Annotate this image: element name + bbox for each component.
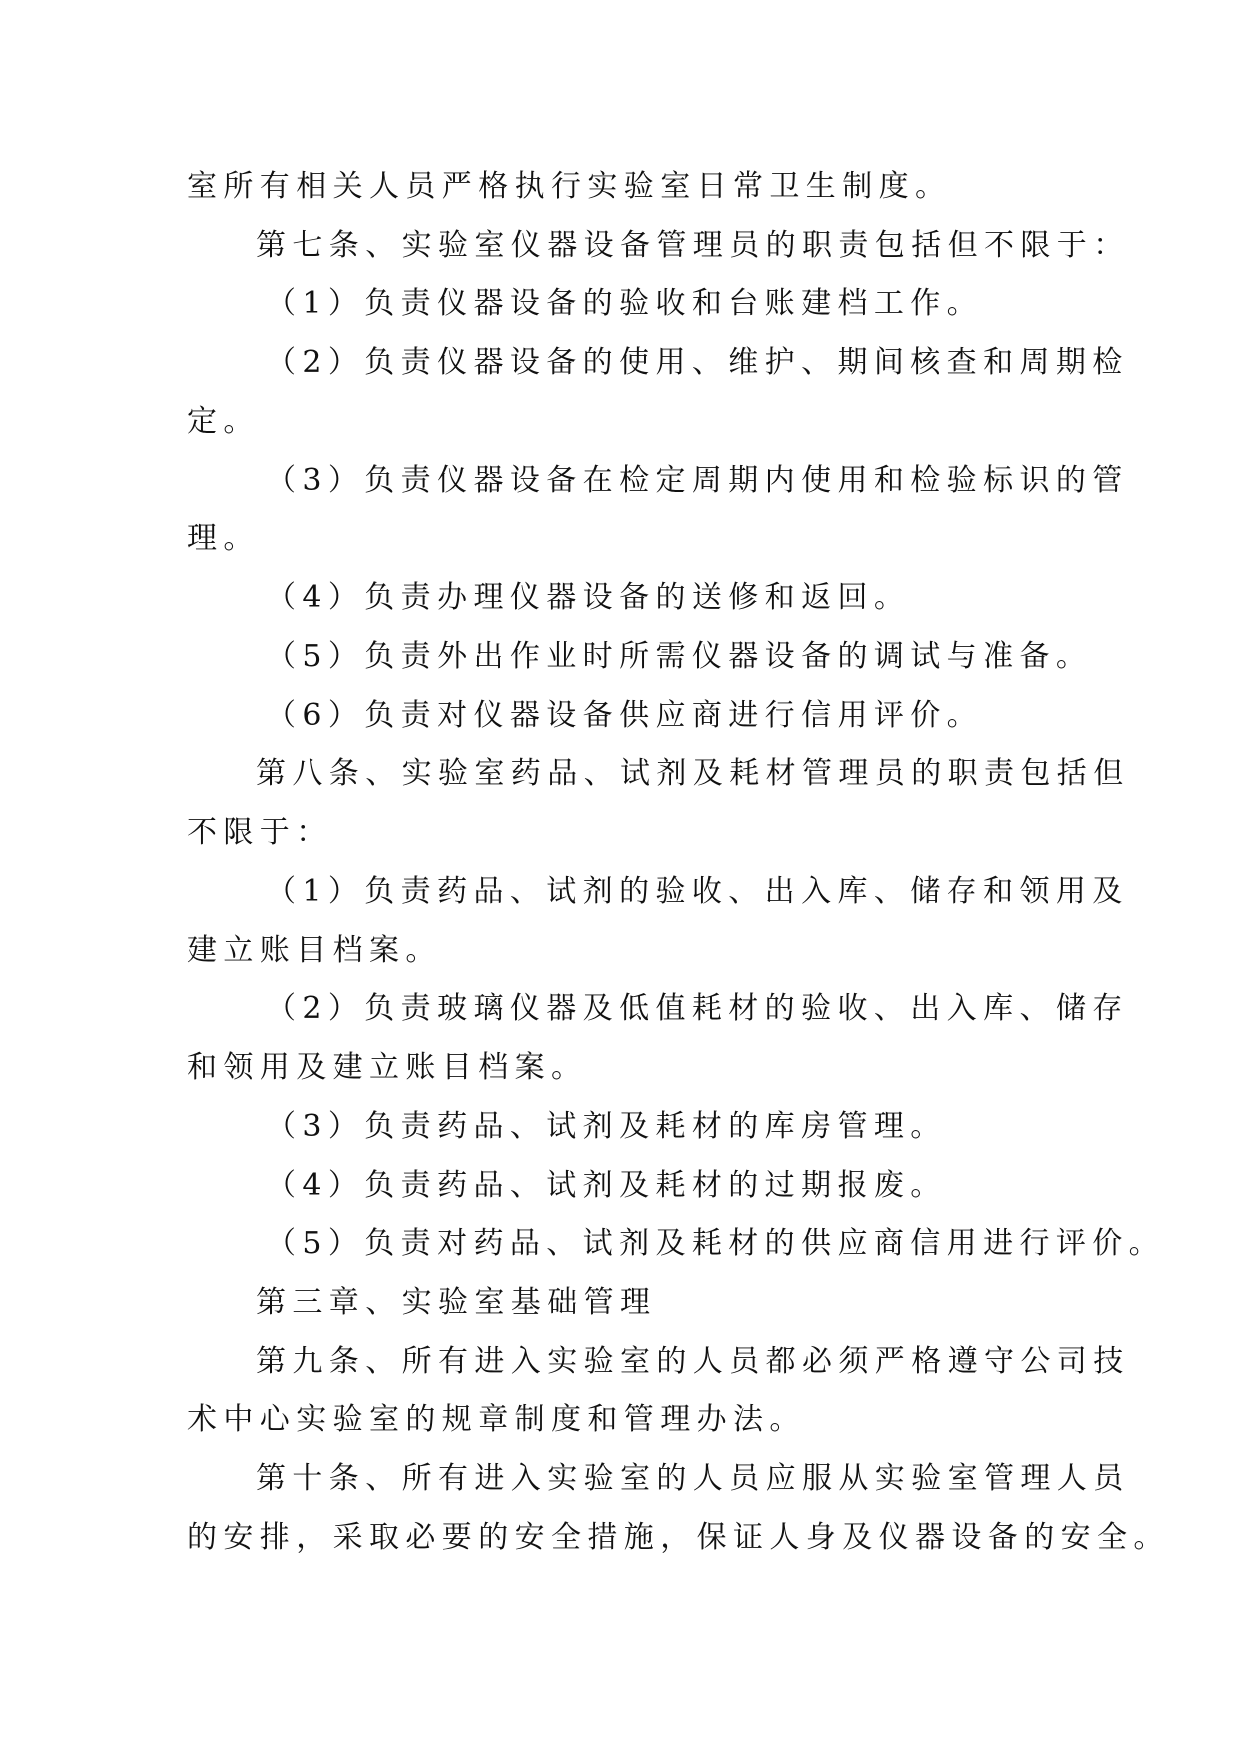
text-line: （6）负责对仪器设备供应商进行信用评价。 [266, 698, 984, 733]
text-line: （2）负责仪器设备的使用、维护、期间核查和周期检 [266, 345, 1129, 380]
text-line: 第七条、实验室仪器设备管理员的职责包括但不限于： [256, 228, 1130, 263]
text-line: 和领用及建立账目档案。 [187, 1050, 588, 1085]
text-line: 不限于： [187, 815, 333, 850]
text-line: 室所有相关人员严格执行实验室日常卫生制度。 [187, 169, 952, 204]
text-line: （5）负责对药品、试剂及耗材的供应商信用进行评价。 [266, 1226, 1166, 1261]
text-line: （5）负责外出作业时所需仪器设备的调试与准备。 [266, 639, 1093, 674]
text-line: 理。 [187, 521, 260, 556]
text-line: （1）负责仪器设备的验收和台账建档工作。 [266, 286, 984, 321]
chapter-heading: 第三章、实验室基础管理 [256, 1285, 657, 1320]
text-line: （3）负责药品、试剂及耗材的库房管理。 [266, 1109, 947, 1144]
text-line: （1）负责药品、试剂的验收、出入库、储存和领用及 [266, 874, 1129, 909]
text-line: 建立账目档案。 [187, 933, 442, 968]
text-line: （4）负责办理仪器设备的送修和返回。 [266, 580, 911, 615]
text-line: 第九条、所有进入实验室的人员都必须严格遵守公司技 [256, 1344, 1130, 1379]
text-line: （4）负责药品、试剂及耗材的过期报废。 [266, 1168, 947, 1203]
text-line: 第八条、实验室药品、试剂及耗材管理员的职责包括但 [256, 756, 1130, 791]
text-line: （2）负责玻璃仪器及低值耗材的验收、出入库、储存 [266, 991, 1129, 1026]
text-line: 术中心实验室的规章制度和管理办法。 [187, 1402, 806, 1437]
text-line: （3）负责仪器设备在检定周期内使用和检验标识的管 [266, 463, 1129, 498]
text-line: 定。 [187, 404, 260, 439]
text-line: 的安排，采取必要的安全措施，保证人身及仪器设备的安全。 [187, 1520, 1170, 1555]
text-line: 第十条、所有进入实验室的人员应服从实验室管理人员 [256, 1461, 1130, 1496]
